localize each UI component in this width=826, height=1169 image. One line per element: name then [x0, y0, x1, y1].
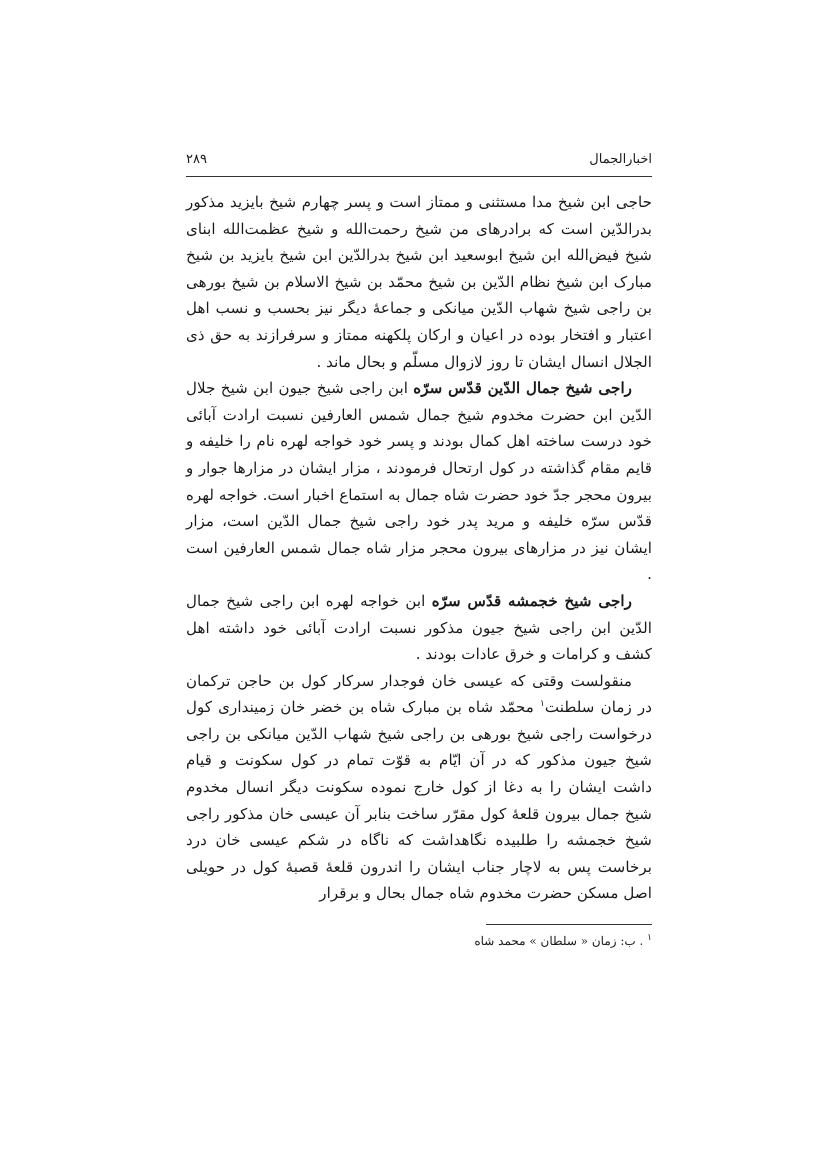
footnote-reference[interactable]: ۱ [539, 699, 545, 710]
body-text [186, 189, 652, 907]
paragraph-4-text-start: منقولست وقتی که عیسی خان فوجدار سرکار کول بن حاجن ترکمان در زمان سلطنت [186, 671, 652, 717]
running-header [186, 150, 652, 172]
header-rule [186, 176, 652, 177]
paragraph-2 [186, 375, 652, 588]
section-heading-khajmasha: راجی شیخ خجمشه قدّس سرّه [431, 591, 632, 610]
section-heading-jamal-al-din: راجی شیخ جمال الدّین قدّس سرّه [413, 379, 633, 398]
paragraph-1: حاجی ابن شیخ مدا مستثنی و ممتاز است و پسر چهارم شیخ بایزید مذکور بدرالدّین است که برادرهای من شیخ رحمت‌الله و شیخ عظمت‌الله ابنای شیخ فیض‌الله ابن شیخ ابوسعید ابن شیخ بدرالدّین ابن شیخ بایزید بن شیخ مبارک ابن شیخ نظام الدّین بن شیخ محمّد بن شیخ الاسلام بن شیخ بورهی بن راجی شیخ شهاب الدّین میانکی و جماعهٔ دیگر نیز بحسب و نسب اهل اعتبار و افتخار بوده در اعیان و ارکان پلکهنه ممتاز و سرفرازند به حق ذی الجلال انسال ایشان تا روز لازوال مسلّم و بحال ماند . [186, 193, 652, 371]
footnote-rule [486, 924, 652, 925]
page-number: ۲۸۹ [186, 152, 207, 167]
paragraph-4-text-end: محمّد شاه بن مبارک شاه بن خضر خان زمینداری کول درخواست راجی شیخ بورهی بن راجی شیخ شهاب الدّین میانکی بن راجی شیخ جیون مذکور که در آن ایّام به قوّت تمام در کول سکونت و قیام داشت ایشان را به دغا از کول خارج نموده سکونت دیگر انسال مخدوم شیخ جمال بیرون قلعهٔ کول مقرّر ساخت بنابر آن عیسی خان مذکور راجی شیخ خجمشه را طلبیده نگاهداشت که ناگاه در شکم عیسی خان درد برخاست پس به لاچار جناب ایشان را اندرون قلعهٔ قصبهٔ کول در حویلی اصل مسکن حضرت مخدوم شاه جمال بحال و برقرار [186, 698, 652, 903]
paragraph-3 [186, 588, 652, 668]
running-title: اخبارالجمال [589, 152, 652, 167]
paragraph-2-text: ابن راجی شیخ جیون ابن شیخ جلال الدّین ابن حضرت مخدوم شیخ جمال شمس العارفین نسبت ارادت آبائی خود درست ساخته اهل کمال بودند و پسر خود خواجه لهره نام را خلیفه و قایم مقام گذاشته در کول ارتحال فرمودند ، مزار ایشان در مزارها جوار و بیرون محجر جدّ خود حضرت شاه جمال به استماع اخبار است. خواجه لهره قدّس سرّه خلیفه و مرید پدر خود راجی شیخ جمال الدّین است، مزار ایشان نیز در مزارهای بیرون محجر مزار شاه جمال شمس العارفین است . [186, 379, 652, 584]
footnote [186, 932, 652, 950]
paragraph-3-text: ابن خواجه لهره ابن راجی شیخ جمال الدّین ابن راجی شیخ جیون مذکور نسبت ارادت آبائی خود داشته اهل کشف و کرامات و خرق عادات بودند . [186, 591, 652, 664]
paragraph-4 [186, 668, 652, 907]
footnote-marker: ۱ [647, 933, 652, 943]
footnote-text: . ب: زمان « سلطان » محمد شاه [474, 934, 648, 948]
